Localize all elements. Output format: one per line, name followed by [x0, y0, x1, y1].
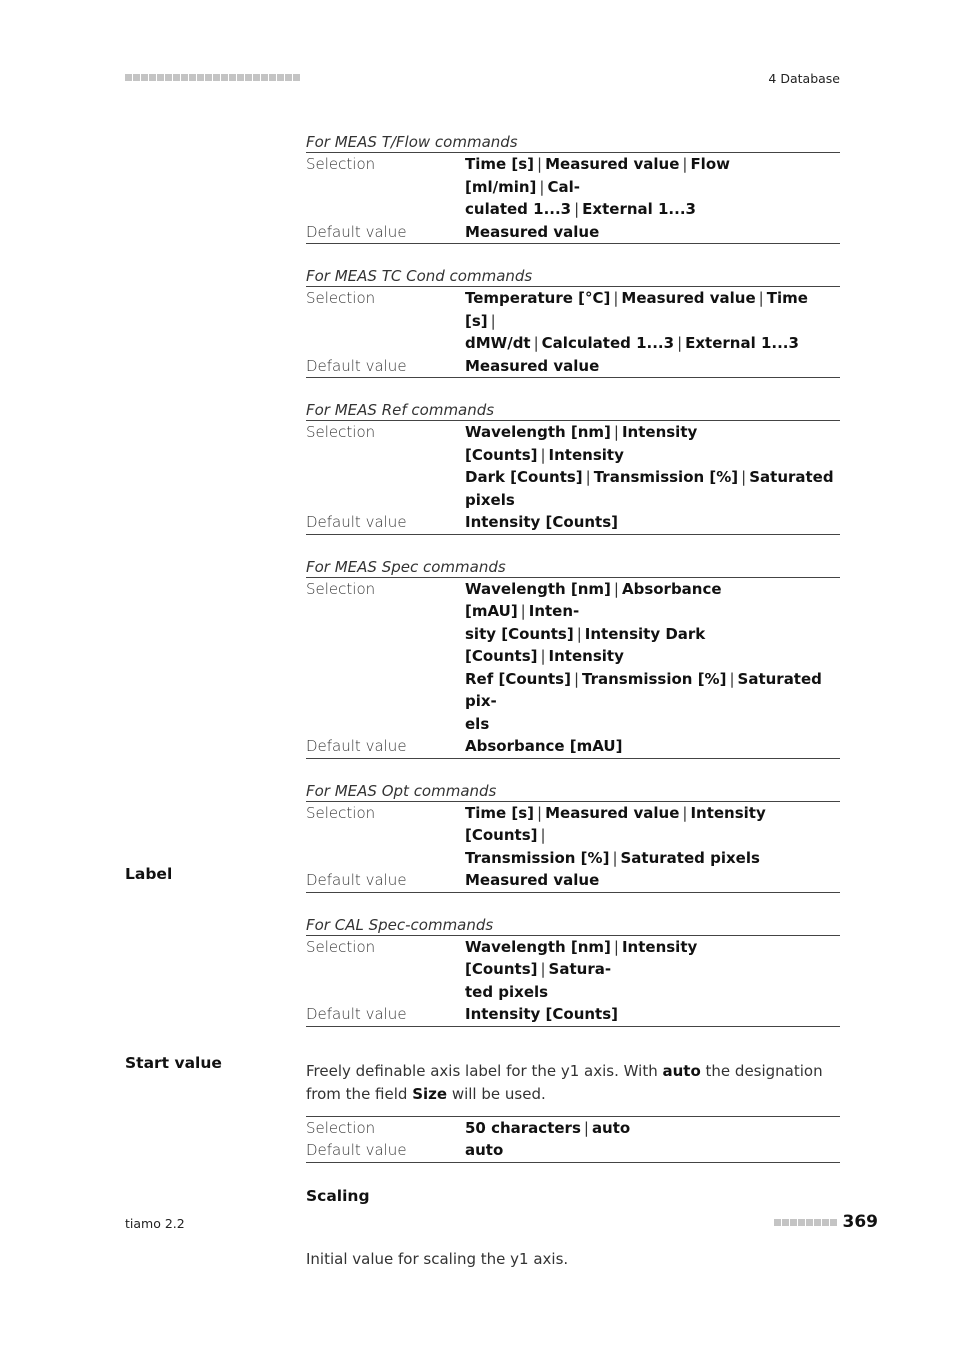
selection-option: Inten- [528, 602, 580, 620]
selection-option: dMW/dt [465, 334, 531, 352]
section-title: For MEAS Ref commands [306, 401, 495, 419]
default-row [306, 1003, 840, 1026]
selection-option: sity [Counts] [465, 624, 574, 643]
separator: | [613, 937, 619, 956]
separator: | [540, 445, 546, 464]
default-value: Intensity [Counts] [465, 513, 619, 531]
selection-option: Absorbance [mAU] [465, 579, 722, 620]
selection-row [306, 421, 840, 512]
main-content [306, 132, 840, 1271]
header-decoration [125, 74, 300, 81]
separator: | [729, 669, 735, 688]
default-value: Absorbance [mAU] [465, 737, 623, 755]
selection-option: Intensity [548, 647, 624, 665]
separator: | [537, 155, 543, 173]
default-row [306, 735, 840, 758]
selection-line [465, 578, 840, 623]
separator: | [576, 624, 582, 643]
chapter-title: 4 Database [768, 71, 840, 86]
selection-value [465, 153, 840, 221]
selection-option: Measured value [545, 155, 680, 173]
selection-line [465, 287, 840, 332]
separator: | [540, 647, 546, 665]
selection-row [306, 153, 840, 221]
selection-key: Selection [306, 937, 376, 956]
selection-line [465, 466, 840, 489]
separator: | [573, 669, 580, 688]
default-value: auto [465, 1141, 504, 1159]
default-value: Measured value [465, 871, 600, 889]
start-value-description: Initial value for scaling the y1 axis. [306, 1249, 569, 1268]
selection-key: Selection [306, 289, 376, 307]
separator: | [520, 602, 526, 620]
selection-option: Intensity [Counts] [465, 803, 766, 844]
default-key: Default value [306, 1005, 407, 1023]
selection-option: Satura- [548, 960, 612, 978]
selection-value: 50 characters | auto [465, 1118, 631, 1137]
page-footer [774, 1212, 879, 1232]
selection-key: Selection [306, 423, 376, 441]
separator: | [540, 826, 546, 844]
selection-line [465, 802, 840, 847]
selection-option: Calculated 1...3 [541, 334, 675, 352]
selection-option: Measured value [621, 289, 756, 307]
default-value: Measured value [465, 222, 600, 241]
footer-decoration [774, 1219, 837, 1226]
selection-option: Wavelength [nm] [465, 423, 611, 441]
scaling-heading: Scaling [306, 1186, 370, 1205]
label-options-table [306, 1116, 840, 1163]
section-title: For MEAS T/Flow commands [306, 133, 518, 151]
selection-line [465, 489, 840, 512]
selection-option: Intensity Dark [Counts] [465, 624, 706, 665]
selection-option: Time [s] [465, 803, 535, 822]
default-key: Default value [306, 871, 407, 889]
selection-line [465, 936, 840, 981]
selection-option: Saturated [749, 468, 834, 486]
separator: | [613, 423, 619, 441]
separator: | [741, 468, 747, 486]
options-table [306, 801, 840, 893]
selection-value [465, 935, 840, 1003]
selection-option: Transmission [%] [465, 848, 610, 867]
selection-key: Selection [306, 579, 376, 598]
selection-option: Cal- [547, 177, 580, 196]
selection-option: Dark [Counts] [465, 468, 583, 486]
selection-option: Time [s] [465, 289, 808, 330]
selection-value [465, 287, 840, 355]
selection-option: ted pixels [465, 982, 549, 1001]
separator: | [540, 960, 546, 978]
default-key: Default value [306, 222, 407, 241]
selection-row [306, 287, 840, 355]
selection-value [465, 577, 840, 735]
section-title: For MEAS Opt commands [306, 781, 497, 800]
selection-value [465, 421, 840, 512]
default-key: Default value [306, 737, 407, 755]
selection-line [465, 332, 840, 355]
separator: | [682, 155, 688, 173]
separator: | [677, 334, 683, 352]
selection-option: Intensity [Counts] [465, 423, 698, 464]
separator: | [613, 579, 619, 598]
selection-line [465, 153, 840, 198]
command-sections [306, 132, 840, 1027]
section-title: For MEAS Spec commands [306, 557, 506, 576]
selection-option: Intensity [Counts] [465, 937, 698, 978]
default-row [306, 869, 840, 892]
selection-option: Transmission [%] [582, 669, 727, 688]
separator: | [490, 311, 496, 330]
selection-row [306, 577, 840, 735]
selection-option: Ref [Counts] [465, 669, 571, 688]
label-heading: Label [125, 865, 173, 883]
separator: | [539, 177, 545, 196]
selection-option: Flow [ml/min] [465, 155, 730, 196]
options-table [306, 152, 840, 244]
default-key: Default value [306, 1141, 407, 1159]
selection-line [465, 847, 840, 870]
default-row [306, 221, 840, 244]
selection-option: External 1...3 [685, 334, 799, 352]
selection-line [465, 198, 840, 221]
selection-row [306, 801, 840, 869]
default-row [306, 355, 840, 378]
selection-option: Time [s] [465, 155, 535, 173]
selection-option: Wavelength [nm] [465, 937, 611, 956]
selection-row [306, 935, 840, 1003]
selection-line [465, 981, 840, 1004]
selection-line [465, 421, 840, 466]
selection-value [465, 801, 840, 869]
separator: | [613, 289, 619, 307]
selection-option: Temperature [°C] [465, 289, 611, 307]
separator: | [585, 468, 591, 486]
start-value-heading: Start value [125, 1054, 222, 1072]
selection-option: culated 1...3 [465, 200, 572, 218]
options-table [306, 935, 840, 1027]
separator: | [533, 334, 539, 352]
options-table [306, 420, 840, 535]
section-title: For MEAS TC Cond commands [306, 267, 533, 285]
selection-option: Saturated pix- [465, 669, 822, 710]
selection-line [465, 668, 840, 713]
default-row [306, 511, 840, 534]
product-name: tiamo 2.2 [125, 1216, 185, 1231]
separator: | [758, 289, 764, 307]
selection-key: Selection [306, 803, 376, 822]
selection-option: Saturated pixels [620, 848, 760, 867]
selection-line [465, 623, 840, 668]
options-table [306, 577, 840, 759]
selection-option: External 1...3 [582, 200, 696, 218]
selection-option: Wavelength [nm] [465, 579, 611, 598]
separator: | [574, 200, 580, 218]
default-key: Default value [306, 513, 407, 531]
section-title: For CAL Spec-commands [306, 915, 494, 934]
selection-key: Selection [306, 155, 376, 173]
selection-row [306, 1116, 840, 1139]
selection-option: Measured value [545, 803, 680, 822]
default-value: Intensity [Counts] [465, 1005, 619, 1023]
selection-line [465, 713, 840, 736]
default-value: Measured value [465, 356, 600, 375]
selection-key: Selection [306, 1118, 376, 1137]
page-number: 369 [842, 1212, 878, 1232]
selection-option: Transmission [%] [593, 468, 739, 486]
selection-option: els [465, 714, 490, 733]
default-row [306, 1139, 840, 1162]
selection-option: pixels [465, 490, 515, 509]
separator: | [537, 803, 543, 822]
separator: | [682, 803, 688, 822]
label-description: Freely definable axis label for the y1 axis. With auto the designation from the field Size will be used. [306, 1061, 823, 1103]
default-key: Default value [306, 356, 407, 375]
options-table [306, 286, 840, 378]
separator: | [612, 848, 618, 867]
selection-option: Intensity [548, 445, 624, 464]
